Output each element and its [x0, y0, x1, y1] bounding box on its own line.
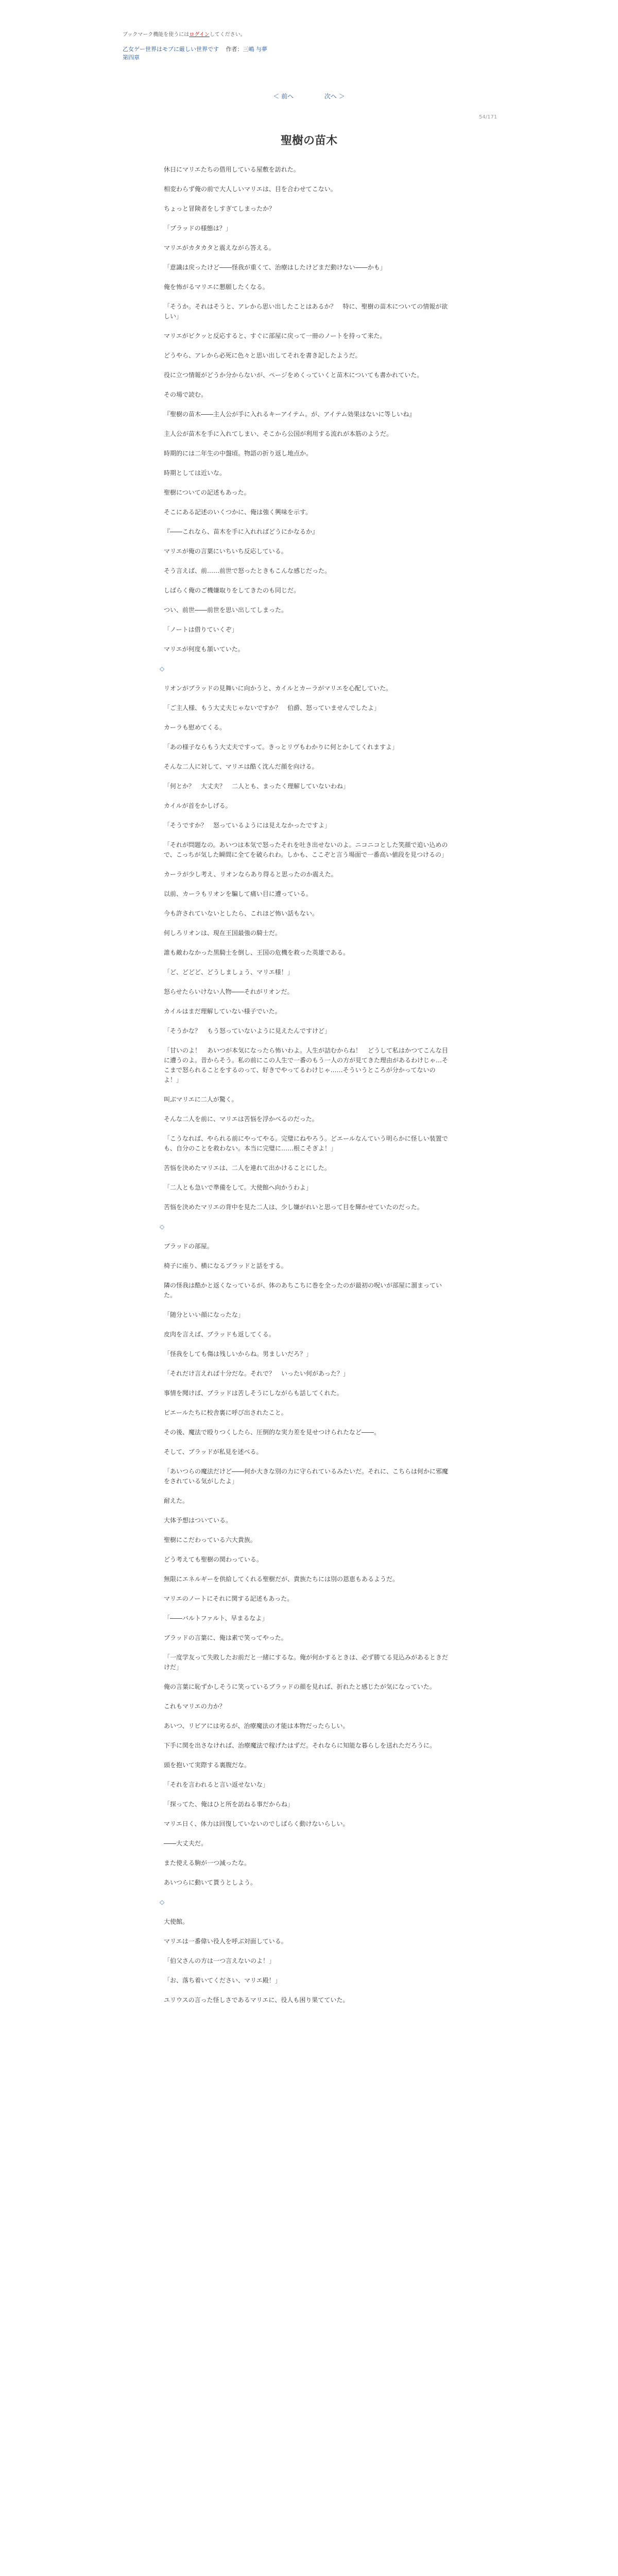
paragraph: 聖樹にこだわっている六大貴族。: [164, 1536, 256, 1544]
paragraph: マリエは一番偉い役人を呼ぶ対面している。: [164, 1938, 287, 1945]
paragraph-gap: [160, 1966, 451, 1976]
chapter-pager: [0, 92, 618, 100]
paragraph-gap: [160, 997, 451, 1007]
paragraph-gap: [160, 899, 451, 909]
paragraph-gap: [160, 1016, 451, 1026]
paragraph: マリエがビクッと反応すると、すぐに部屋に戻って一冊のノートを持って来た。: [164, 332, 386, 340]
paragraph-gap: [160, 556, 451, 566]
paragraph: 「随分といい顔になったな」: [164, 1311, 245, 1318]
paragraph-gap: [160, 635, 451, 645]
paragraph: 「探ってた、俺はひと所を訪ねる事だからね」: [164, 1801, 294, 1808]
paragraph: 「そうかな？ もう怒っていないように見えたんですけど」: [164, 1027, 331, 1035]
paragraph-gap: [160, 459, 451, 468]
paragraph: そんな二人を前に、マリエは苦悩を浮かべるのだった。: [164, 1115, 318, 1123]
paragraph-gap: [160, 1251, 451, 1261]
paragraph-gap: [160, 1340, 451, 1349]
paragraph: 「何とか？ 大丈夫？ 二人とも、まったく理解していないわね」: [164, 783, 350, 790]
paragraph: 「伯父さんの方は一つ言えないのよ！」: [164, 1957, 276, 1964]
paragraph-gap: [160, 1124, 451, 1134]
next-chapter-link[interactable]: 次へ ＞: [324, 93, 345, 100]
paragraph: どうやら、アレから必死に色々と思い出してそれを書き記したようだ。: [164, 352, 362, 359]
paragraph: あいつらに動いて貰うとしよう。: [164, 1879, 257, 1886]
paragraph: 俺の言葉に恥ずかしそうに笑っているブラッドの顔を見れば、折れたと感じたが気になっていた。: [164, 1683, 436, 1690]
paragraph-gap: [160, 1359, 451, 1369]
paragraph: どう考えても聖樹の関わっている。: [164, 1556, 263, 1563]
paragraph: 「甘いのよ！ あいつが本気になったら怖いわよ。人生が詰むからね！ どうして私はかつてこんな目に遭うのよ。昔からそう。私の前にこの人生で一番のもう一人の方が見てきた理由があるわけじゃ…そこまで怒られることをするのって、好きでやってるわけじゃ……そういうところが分かってないのよ！」: [164, 1047, 449, 1083]
paragraph: 「それだけ言えれば十分だな。それで？ いったい何があった？」: [164, 1370, 349, 1377]
paragraph: 「ど、どどど、どうしましょう、マリエ様！」: [164, 969, 294, 976]
paragraph-gap: [160, 517, 451, 527]
paragraph-gap: [160, 361, 451, 370]
paragraph-gap: [160, 1398, 451, 1408]
paragraph: カイルはまだ理解していない様子でいた。: [164, 1008, 281, 1015]
section-divider: ◇: [160, 1899, 165, 1906]
paragraph: マリエが何度も頷いていた。: [164, 646, 244, 653]
bookmark-notice: [123, 31, 483, 39]
paragraph-gap: [160, 1986, 451, 1995]
paragraph-gap: [160, 498, 451, 507]
paragraph: ――大丈夫だ。: [164, 1840, 208, 1847]
paragraph-gap: [160, 1173, 451, 1183]
paragraph: 無限にエネルギーを供給してくれる聖樹だが、貴族たちには別の恩恵もあるようだ。: [164, 1575, 399, 1583]
paragraph: 相変わらず俺の前で大人しいマリエは、目を合わせてこない。: [164, 185, 337, 193]
paragraph: しばらく俺のご機嫌取りをしてきたのも同じだ。: [164, 587, 300, 594]
paragraph: 「お、落ち着いてください、マリエ殿！」: [164, 1977, 281, 1984]
paragraph-gap: [160, 1672, 451, 1682]
paragraph-gap: [160, 273, 451, 282]
paragraph-gap: [160, 674, 451, 684]
paragraph: 「あいつらの魔法だけど――何か大きな別の力に守られているみたいだ。それに、こちらは何かに邪魔をされている気がしたよ」: [164, 1468, 449, 1485]
paragraph-gap: [160, 478, 451, 488]
paragraph: ブラッドの言葉に、俺は素で笑ってやった。: [164, 1634, 287, 1641]
paragraph-gap: [160, 1506, 451, 1516]
section-divider: ◇: [160, 665, 165, 672]
paragraph-gap: [160, 693, 451, 703]
paragraph: ピエールたちに校舎裏に呼び出されたこと。: [164, 1409, 287, 1416]
paragraph: つい、前世――前世を思い出してしまった。: [164, 606, 288, 614]
paragraph-gap: [160, 1105, 451, 1114]
paragraph-gap: [160, 1927, 451, 1937]
paragraph-gap: [160, 576, 451, 586]
paragraph: 叫ぶマリエに二人が驚く。: [164, 1096, 238, 1103]
paragraph-gap: [160, 654, 451, 664]
paragraph-gap: [160, 1711, 451, 1721]
paragraph: 『――これなら、苗木を手に入れればどうにかなるか』: [164, 528, 319, 535]
paragraph: マリエが俺の言葉にいちいち反応している。: [164, 548, 287, 555]
paragraph: 今も許されていないとしたら、これほど怖い話もない。: [164, 910, 319, 917]
paragraph: カーラが少し考え、リオンならあり得ると思ったのか震えた。: [164, 871, 337, 878]
paragraph: ユリウスの言った怪しさであるマリエに、役人も困り果てていた。: [164, 1996, 349, 2004]
paragraph-gap: [160, 1692, 451, 1702]
paragraph-gap: [160, 752, 451, 762]
paragraph: 休日にマリエたちの借用している屋敷を訪れた。: [164, 166, 300, 173]
paragraph: 苦悩を決めたマリエは、二人を連れて出かけることにした。: [164, 1164, 331, 1172]
paragraph-gap: [160, 1545, 451, 1555]
paragraph: 時期としては近いな。: [164, 469, 226, 477]
paragraph-gap: [160, 733, 451, 742]
paragraph-gap: [160, 1888, 451, 1897]
paragraph: 事情を聞けば、ブラッドは苦しそうにしながらも話してくれた。: [164, 1389, 343, 1397]
paragraph-gap: [160, 1085, 451, 1095]
paragraph-gap: [160, 772, 451, 782]
paragraph-gap: [160, 1457, 451, 1467]
novel-body: [160, 165, 451, 2015]
paragraph: これもマリエの力か？: [164, 1703, 226, 1710]
page-number: 54/171: [479, 114, 497, 120]
paragraph-gap: [160, 1271, 451, 1281]
paragraph: 主人公が苗木を手に入れてしまい、そこから公国が利用する流れが本筋のようだ。: [164, 430, 393, 437]
paragraph: 時期的には二年生の中盤頃。物語の折り返し地点か。: [164, 450, 313, 457]
notice-text-after: してください。: [209, 32, 246, 38]
login-link[interactable]: ログイン: [189, 32, 210, 38]
paragraph-gap: [160, 1036, 451, 1046]
paragraph-gap: [160, 1829, 451, 1839]
paragraph-gap: [160, 831, 451, 840]
paragraph: マリエ日く、体力は回復していないのでしばらく動けないらしい。: [164, 1820, 349, 1827]
paragraph: その後、魔法で殴りつくしたら、圧倒的な実力差を見せつけられたなど――。: [164, 1429, 381, 1436]
section-divider: ◇: [160, 1223, 165, 1230]
paragraph: 隣の怪我は酷かと返くなっているが、体のあちこちに巻を全ったのが最初の呪いが部屋に溜まっていた。: [164, 1282, 442, 1299]
paragraph: リオンがブラッドの見舞いに向かうと、カイルとカーラがマリエを心配していた。: [164, 685, 392, 692]
paragraph: 下手に関を出さなければ、治療魔法で稼げたはずだ。それならに知能な暮らしを送れただろうに。: [164, 1742, 436, 1749]
paragraph-gap: [160, 615, 451, 625]
paragraph: 「ブラッドの様態は？」: [164, 225, 232, 232]
paragraph-gap: [160, 1790, 451, 1800]
paragraph: カーラも慰めてくる。: [164, 724, 226, 731]
paragraph: 俺を怖がるマリエに懇願したくなる。: [164, 283, 269, 291]
paragraph: 「そうですか？ 怒っているようには見えなかったですよ」: [164, 822, 331, 829]
paragraph-gap: [160, 537, 451, 547]
paragraph-gap: [160, 713, 451, 723]
paragraph-gap: [160, 1154, 451, 1163]
paragraph: 大体予想はついている。: [164, 1517, 232, 1524]
paragraph: カイルが首をかしげる。: [164, 802, 232, 809]
paragraph-gap: [160, 194, 451, 204]
paragraph: 「それを言われると言い返せないな」: [164, 1781, 269, 1788]
paragraph: 頭を抱いて実際する裏腹だな。: [164, 1761, 251, 1769]
paragraph: マリエのノートにそれに関する記述もあった。: [164, 1595, 294, 1602]
paragraph-gap: [160, 253, 451, 263]
chapter-subtitle: 第四章: [123, 54, 140, 61]
paragraph-gap: [160, 1418, 451, 1428]
paragraph-gap: [160, 1379, 451, 1388]
paragraph-gap: [160, 1751, 451, 1760]
paragraph-gap: [160, 1623, 451, 1633]
paragraph-gap: [160, 1212, 451, 1222]
paragraph-gap: [160, 1565, 451, 1574]
notice-text-before: ブックマーク機能を使うには: [123, 32, 190, 38]
prev-chapter-link[interactable]: ＜ 前へ: [273, 93, 294, 100]
paragraph-gap: [160, 596, 451, 605]
paragraph-gap: [160, 1731, 451, 1741]
paragraph: マリエがカタカタと震えながら答える。: [164, 244, 275, 251]
paragraph-gap: [160, 958, 451, 968]
paragraph-gap: [160, 341, 451, 351]
paragraph-gap: [160, 1320, 451, 1330]
paragraph: また使える駒が一つ減ったな。: [164, 1859, 251, 1867]
paragraph: 「ご主人様、もう大丈夫じゃないですか？ 伯爵、怒っていませんでしたよ」: [164, 704, 381, 711]
paragraph-gap: [160, 1193, 451, 1202]
paragraph: そこにある記述のいくつかに、俺は強く興味を示す。: [164, 509, 312, 516]
paragraph: そんな二人に対して、マリエは酷く沈んだ顔を向ける。: [164, 763, 318, 770]
paragraph-gap: [160, 2005, 451, 2015]
paragraph-gap: [160, 811, 451, 821]
paragraph-gap: [160, 1300, 451, 1310]
paragraph: 「そうか。それはそうと、アレから思い出したことはあるか？ 特に、聖樹の苗木についての情報が欲しい」: [164, 303, 448, 320]
paragraph-gap: [160, 791, 451, 801]
paragraph: そして、ブラッドが私見を述べる。: [164, 1448, 263, 1455]
paragraph: 『聖樹の苗木――主人公が手に入れるキーアイテム。が、アイテム効果はないに等しいね』: [164, 411, 416, 418]
author-link[interactable]: 三嶋 与夢: [243, 46, 267, 53]
paragraph-gap: [160, 1946, 451, 1956]
paragraph-gap: [160, 233, 451, 243]
paragraph: 「それが問題なの。あいつは本気で怒ったそれを吐き出せないのよ。ニコニコとした笑顔で追い込めので、こっちが気した瞬間に全てを破られわ。しかも、ここぞと言う場面で一番高い値段を見つけるの」: [164, 841, 448, 858]
paragraph: 聖樹についての記述もあった。: [164, 489, 250, 496]
paragraph: 誰も敵わなかった黒騎士を倒し、王国の危機を救った英雄である。: [164, 949, 350, 956]
paragraph-gap: [160, 292, 451, 302]
paragraph: 「二人とも急いで準備をして。大使館へ向かうわよ」: [164, 1184, 312, 1191]
paragraph-gap: [160, 214, 451, 224]
paragraph: ちょっと冒険者をしすぎてしまったか？: [164, 205, 276, 212]
paragraph-gap: [160, 1526, 451, 1535]
paragraph: 耐えた。: [164, 1497, 189, 1504]
paragraph-gap: [160, 879, 451, 889]
series-title-link[interactable]: 乙女ゲー世界はモブに厳しい世界です: [123, 46, 219, 53]
paragraph-gap: [160, 977, 451, 987]
paragraph-gap: [160, 1437, 451, 1447]
paragraph-gap: [160, 919, 451, 928]
paragraph-gap: [160, 380, 451, 390]
author-label: 作者：: [226, 46, 243, 53]
paragraph: 怒らせたらいけない人物――それがリオンだ。: [164, 988, 294, 995]
paragraph: そう言えば、前……前世で怒ったときもこんな感じだった。: [164, 567, 331, 574]
paragraph-gap: [160, 1849, 451, 1858]
paragraph: 「ノートは借りていくぞ」: [164, 626, 238, 633]
paragraph-gap: [160, 1232, 451, 1242]
page-header: [123, 31, 483, 62]
paragraph-gap: [160, 860, 451, 870]
paragraph: 何しろリオンは、現在王国最強の騎士だ。: [164, 929, 281, 937]
paragraph: 「意識は戻ったけど――怪我が重くて、治療はしたけどまだ動けない――かも」: [164, 264, 386, 271]
paragraph: 以前、カーラもリオンを騙して痛い目に遭っている。: [164, 890, 312, 897]
paragraph: ブラッドの部屋。: [164, 1243, 213, 1250]
chapter-title: 聖樹の苗木: [280, 134, 337, 147]
paragraph-gap: [160, 1486, 451, 1496]
paragraph-gap: [160, 1643, 451, 1653]
paragraph-gap: [160, 1907, 451, 1917]
paragraph: 役に立つ情報がどうか分からないが、ページをめくっていくと苗木についても書かれていた。: [164, 371, 423, 379]
paragraph: 「怪我をしても傷は残しいからね。男ましいだろ？」: [164, 1350, 313, 1358]
paragraph-gap: [160, 938, 451, 948]
paragraph: 苦悩を決めたマリエの背中を見た二人は、少し嫌がれいと思って目を輝かせていたのだった。: [164, 1204, 423, 1211]
paragraph: 「こうなれば、やられる前にやってやる。完璧にねやろう。どエールなんていう明らかに怪しい装置でも、自分のことを救わない。本当に完璧に……根こそぎよ！」: [164, 1135, 448, 1152]
paragraph-gap: [160, 175, 451, 184]
paragraph: あいつ、リビアには劣るが、治療魔法の才能は本物だったらしい。: [164, 1722, 349, 1730]
paragraph-gap: [160, 1604, 451, 1614]
paragraph: その場で読む。: [164, 391, 208, 398]
paragraph-gap: [160, 419, 451, 429]
paragraph: 皮肉を言えば、ブラッドも返してくる。: [164, 1331, 275, 1338]
paragraph: 大使館。: [164, 1918, 189, 1925]
paragraph-gap: [160, 321, 451, 331]
paragraph-gap: [160, 1809, 451, 1819]
paragraph-gap: [160, 1770, 451, 1780]
paragraph: 「一度学友って失敗したお前だと一緒にするな。俺が何かするときは、必ず勝てる見込みがあるときだけだ」: [164, 1654, 449, 1671]
paragraph-gap: [160, 439, 451, 449]
paragraph-gap: [160, 1868, 451, 1878]
paragraph-gap: [160, 400, 451, 410]
paragraph: 「――バルトファルト、早まるなよ」: [164, 1615, 268, 1622]
paragraph-gap: [160, 1584, 451, 1594]
paragraph: 椅子に座り、横になるブラッドと話をする。: [164, 1262, 287, 1269]
paragraph: 「あの様子ならもう大丈夫ですって。きっとリヴもわかりに何とかしてくれますよ」: [164, 743, 399, 751]
series-line: [123, 45, 483, 54]
